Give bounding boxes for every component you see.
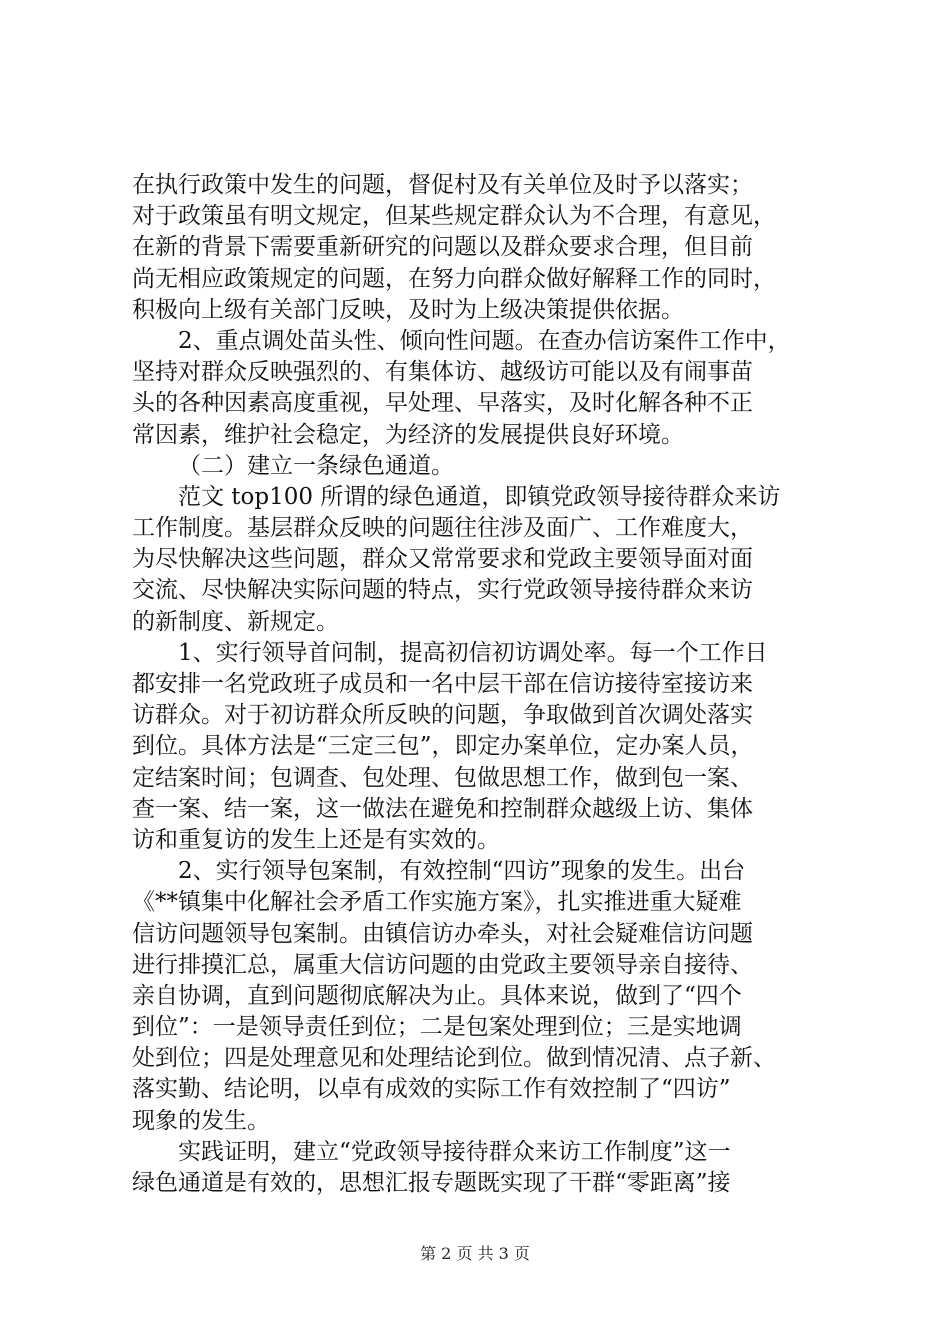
text-line: 的新制度、新规定。 xyxy=(132,608,339,635)
text-line: 到位”：一是领导责任到位；二是包案处理到位；三是实地调 xyxy=(132,1014,742,1041)
text-line: 尚无相应政策规定的问题，在努力向群众做好解释工作的同时， xyxy=(132,265,776,292)
text-line: 2、重点调处苗头性、倾向性问题。在查办信访案件工作中， xyxy=(178,327,791,354)
text-line: 亲自协调，直到问题彻底解决为止。具体来说，做到了“四个 xyxy=(132,982,742,1009)
text-line: 到位。具体方法是“三定三包”，即定办案单位，定办案人员， xyxy=(132,733,754,760)
text-line: 访和重复访的发生上还是有实效的。 xyxy=(132,826,500,853)
text-line: 定结案时间；包调查、包处理、包做思想工作，做到包一案、 xyxy=(132,764,753,791)
text-line: 访群众。对于初访群众所反映的问题，争取做到首次调处落实 xyxy=(132,702,753,729)
text-line: 对于政策虽有明文规定，但某些规定群众认为不合理，有意见， xyxy=(132,203,776,230)
document-body xyxy=(132,170,832,1199)
text-line: 工作制度。基层群众反映的问题往往涉及面广、工作难度大， xyxy=(132,515,753,542)
text-line: 绿色通道是有效的，思想汇报专题既实现了干群“零距离”接 xyxy=(132,1170,731,1196)
text-line: 常因素，维护社会稳定，为经济的发展提供良好环境。 xyxy=(132,421,684,448)
text-line: 查一案、结一案，这一做法在避免和控制群众越级上访、集体 xyxy=(132,795,753,822)
text-line: 进行排摸汇总，属重大信访问题的由党政主要领导亲自接待、 xyxy=(132,951,753,978)
text-line: （二）建立一条绿色通道。 xyxy=(178,452,454,479)
text-line: 现象的发生。 xyxy=(132,1107,270,1134)
text-line: 信访问题领导包案制。由镇信访办牵头，对社会疑难信访问题 xyxy=(132,920,753,947)
text-line: 坚持对群众反映强烈的、有集体访、越级访可能以及有闹事苗 xyxy=(132,359,753,386)
text-line: 《**镇集中化解社会矛盾工作实施方案》，扎实推进重大疑难 xyxy=(132,889,742,916)
text-line: 1、实行领导首问制，提高初信初访调处率。每一个工作日 xyxy=(178,639,768,666)
text-line: 头的各种因素高度重视，早处理、早落实，及时化解各种不正 xyxy=(132,390,753,417)
text-line: 在执行政策中发生的问题，督促村及有关单位及时予以落实； xyxy=(132,172,753,198)
text-line: 在新的背景下需要重新研究的问题以及群众要求合理，但目前 xyxy=(132,234,753,261)
text-line: 处到位；四是处理意见和处理结论到位。做到情况清、点子新、 xyxy=(132,1045,776,1072)
text-line: 范文 top100 所谓的绿色通道，即镇党政领导接待群众来访 xyxy=(178,483,781,510)
page-footer: 第 2 页 共 3 页 xyxy=(420,1244,530,1263)
text-line: 落实勤、结论明，以卓有成效的实际工作有效控制了“四访” xyxy=(132,1076,731,1103)
text-line: 2、实行领导包案制，有效控制“四访”现象的发生。出台 xyxy=(178,858,746,885)
text-line: 交流、尽快解决实际问题的特点，实行党政领导接待群众来访 xyxy=(132,577,753,604)
text-line: 为尽快解决这些问题，群众又常常要求和党政主要领导面对面 xyxy=(132,546,753,573)
text-line: 都安排一名党政班子成员和一名中层干部在信访接待室接访来 xyxy=(132,671,753,697)
text-line: 实践证明，建立“党政领导接待群众来访工作制度”这一 xyxy=(178,1138,731,1165)
text-line: 积极向上级有关部门反映，及时为上级决策提供依据。 xyxy=(132,296,684,323)
